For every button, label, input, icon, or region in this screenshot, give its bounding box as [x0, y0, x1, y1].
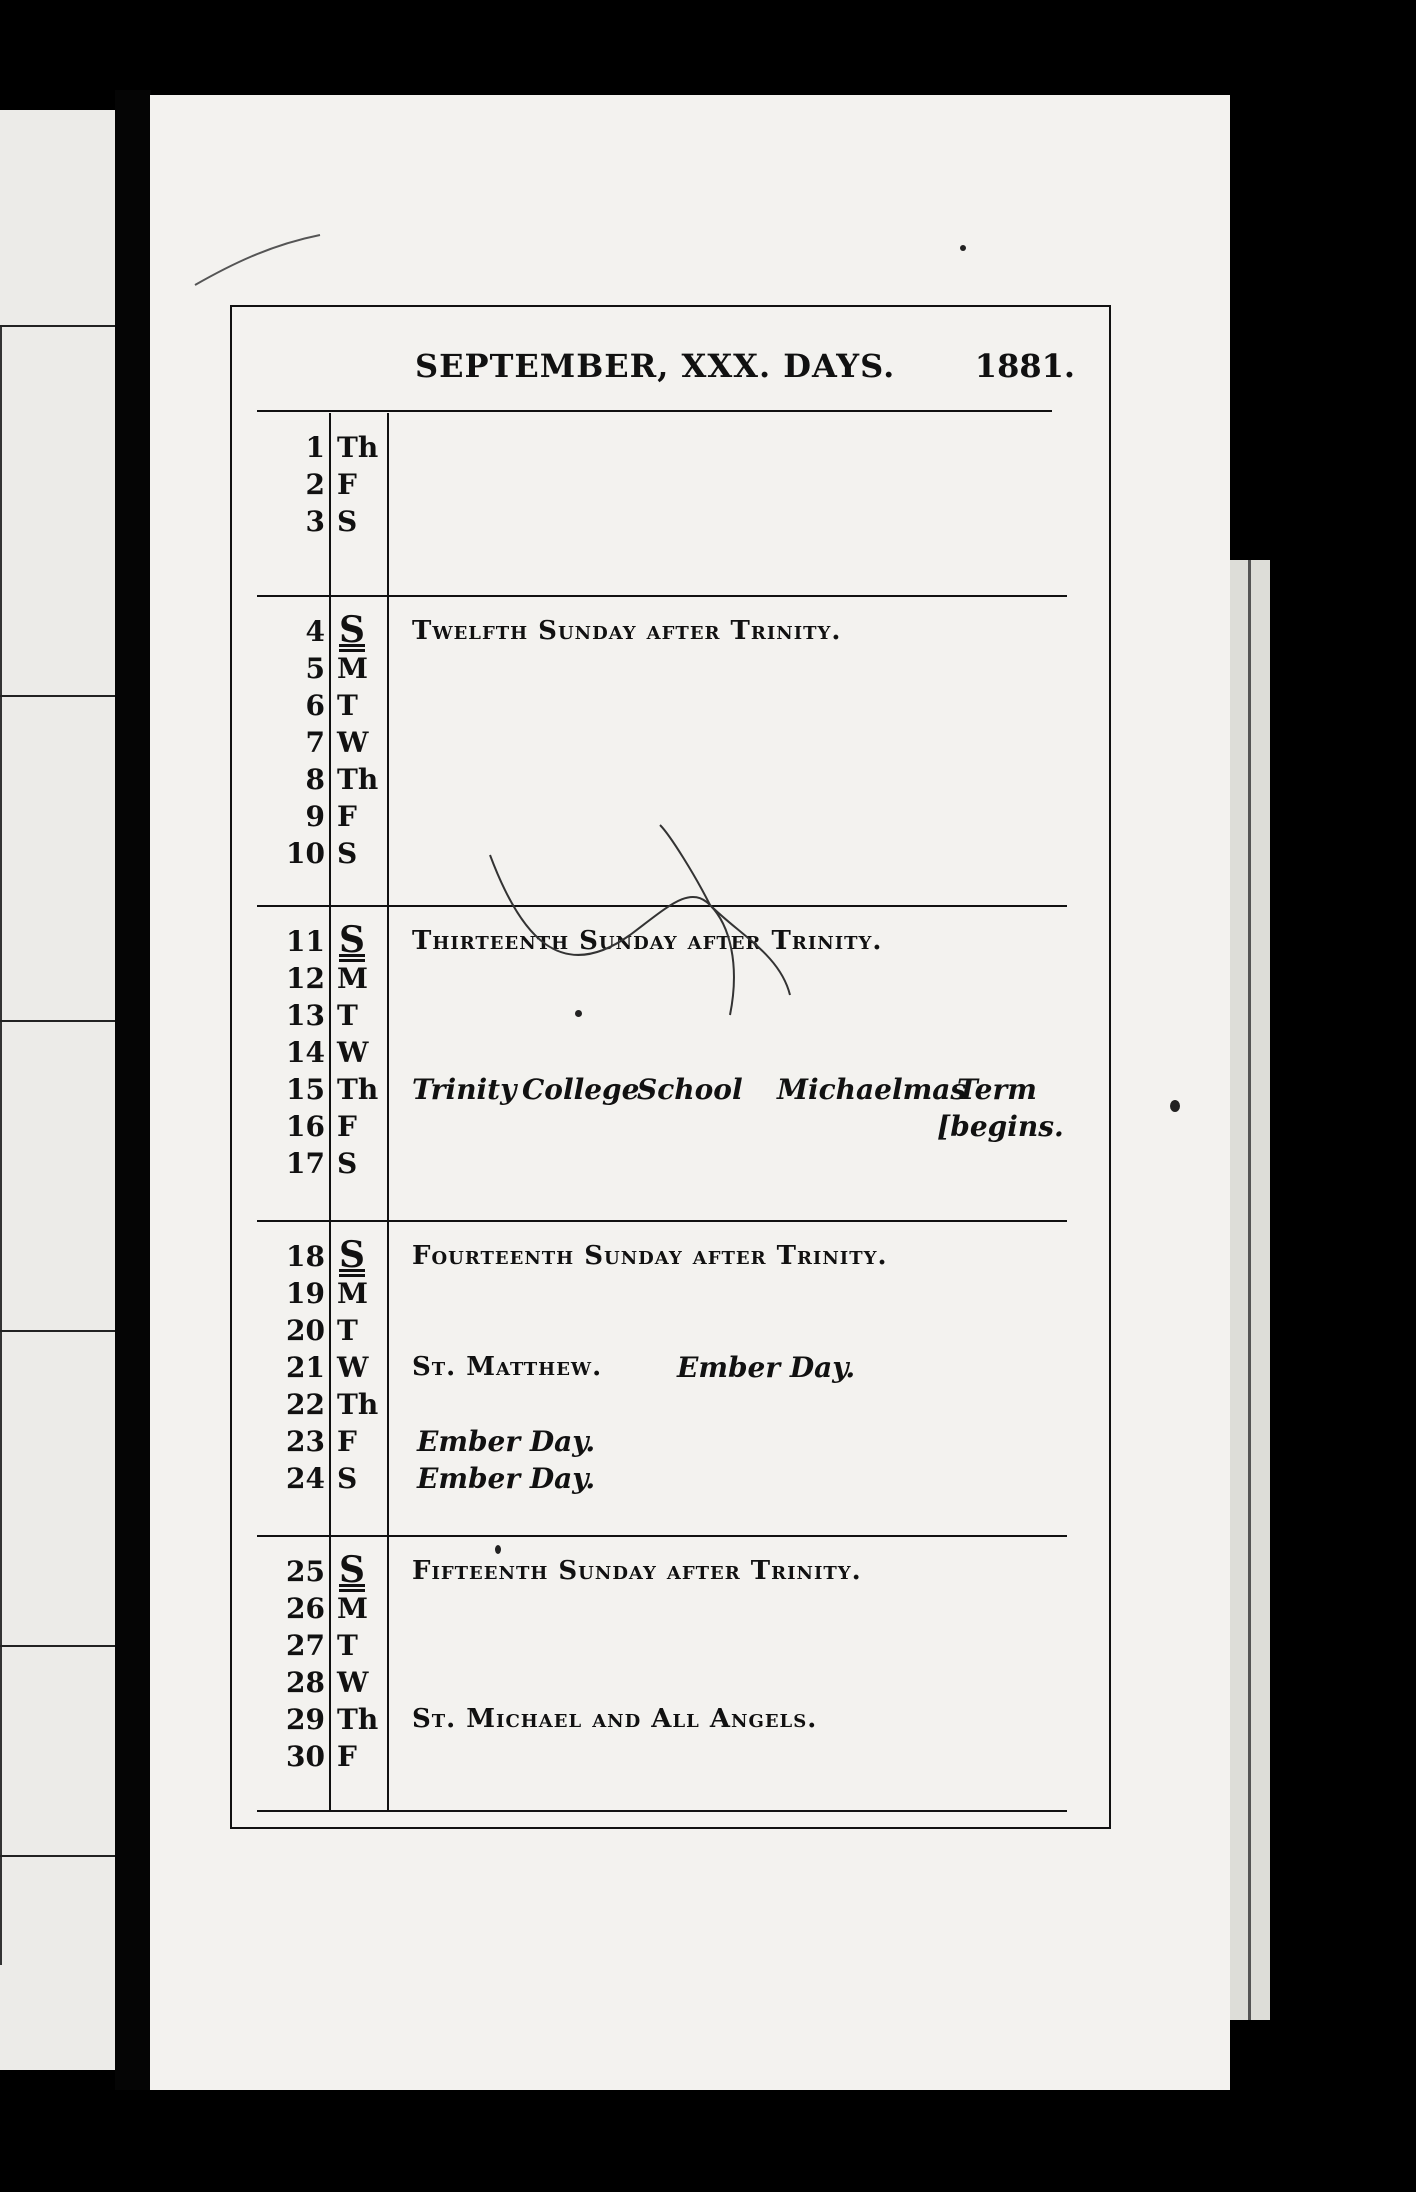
- previous-page-rule: [0, 1330, 115, 1332]
- feast-name: St. Michael and All Angels.: [412, 1704, 818, 1734]
- calendar-row: [257, 1423, 1067, 1460]
- year-label: 1881.: [974, 347, 1075, 385]
- previous-page-rule: [0, 1645, 115, 1647]
- day-of-week: T: [337, 999, 358, 1032]
- week-rule: [257, 1810, 1067, 1812]
- previous-page-rule: [0, 325, 115, 327]
- day-number: 22: [286, 1388, 325, 1421]
- day-of-week: F: [337, 1110, 357, 1143]
- observance-note: Ember Day.: [677, 1351, 856, 1384]
- calendar-row: [257, 1386, 1067, 1423]
- calendar-row: [257, 1108, 1067, 1145]
- day-of-week: F: [337, 800, 357, 833]
- week-block: [257, 1537, 1067, 1812]
- feast-name: Fifteenth Sunday after Trinity.: [412, 1556, 862, 1586]
- week-block: [257, 1222, 1067, 1537]
- calendar-header: [415, 347, 1075, 407]
- calendar-row: [257, 1460, 1067, 1497]
- calendar-row: [257, 687, 1067, 724]
- ink-speck: [575, 1010, 582, 1017]
- calendar-row: [257, 1312, 1067, 1349]
- month-title: SEPTEMBER, XXX. DAYS.: [415, 347, 896, 385]
- calendar-row: [257, 1071, 1067, 1108]
- calendar-row: [257, 466, 1067, 503]
- day-of-week: Th: [337, 431, 379, 464]
- day-of-week: Th: [337, 1388, 379, 1421]
- calendar-row: [257, 1627, 1067, 1664]
- day-number: 12: [286, 962, 325, 995]
- day-number: 29: [286, 1703, 325, 1736]
- day-of-week: F: [337, 1740, 357, 1773]
- day-number: 30: [286, 1740, 325, 1773]
- day-of-week: M: [337, 1277, 368, 1310]
- term-note-word: Trinity: [412, 1073, 517, 1106]
- day-of-week: F: [337, 1425, 357, 1458]
- calendar-row: [257, 724, 1067, 761]
- feast-name: St. Matthew.: [412, 1352, 603, 1382]
- day-number: 27: [286, 1629, 325, 1662]
- day-of-week: M: [337, 1592, 368, 1625]
- calendar-row: [257, 503, 1067, 540]
- day-of-week: W: [337, 726, 369, 759]
- day-number: 20: [286, 1314, 325, 1347]
- day-of-week: W: [337, 1036, 369, 1069]
- day-of-week: S: [339, 1549, 365, 1591]
- day-number: 10: [286, 837, 325, 870]
- page-stack-edge: [1230, 560, 1270, 2020]
- previous-page-rule: [0, 1855, 115, 1857]
- calendar-row: [257, 798, 1067, 835]
- week-block: [257, 413, 1067, 597]
- observance-note: Ember Day.: [417, 1462, 596, 1495]
- day-number: 3: [305, 505, 325, 538]
- day-number: 1: [305, 431, 325, 464]
- ink-speck: [960, 245, 966, 251]
- day-of-week: M: [337, 962, 368, 995]
- day-number: 26: [286, 1592, 325, 1625]
- calendar-row: [257, 1738, 1067, 1775]
- observance-note: Ember Day.: [417, 1425, 596, 1458]
- day-of-week: S: [337, 505, 358, 538]
- calendar-row: [257, 1034, 1067, 1071]
- day-number: 25: [286, 1555, 325, 1588]
- day-number: 24: [286, 1462, 325, 1495]
- feast-name: Thirteenth Sunday after Trinity.: [412, 926, 883, 956]
- term-note-word: Michaelmas: [777, 1073, 967, 1106]
- day-number: 19: [286, 1277, 325, 1310]
- calendar-row: [257, 1349, 1067, 1386]
- day-number: 23: [286, 1425, 325, 1458]
- calendar-row: [257, 835, 1067, 872]
- header-rule: [257, 410, 1052, 412]
- day-number: 17: [286, 1147, 325, 1180]
- day-of-week: W: [337, 1351, 369, 1384]
- day-of-week: T: [337, 1629, 358, 1662]
- calendar-row: [257, 1590, 1067, 1627]
- calendar-row: [257, 1145, 1067, 1182]
- calendar-row: [257, 609, 1067, 651]
- day-of-week: S: [337, 1147, 358, 1180]
- day-of-week: M: [337, 652, 368, 685]
- calendar-page: [150, 95, 1230, 2090]
- day-of-week: S: [339, 1234, 365, 1276]
- day-number: 8: [305, 763, 325, 796]
- term-note-word: Term: [957, 1073, 1037, 1106]
- day-of-week: F: [337, 468, 357, 501]
- previous-page-rule: [0, 695, 115, 697]
- day-number: 11: [286, 925, 325, 958]
- ink-speck: [1170, 1100, 1180, 1112]
- day-number: 9: [305, 800, 325, 833]
- calendar-row: [257, 1701, 1067, 1738]
- day-of-week: Th: [337, 763, 379, 796]
- day-of-week: S: [337, 1462, 358, 1495]
- day-of-week: S: [337, 837, 358, 870]
- day-number: 14: [286, 1036, 325, 1069]
- day-number: 21: [286, 1351, 325, 1384]
- calendar-frame: [230, 305, 1111, 1829]
- feast-name: Twelfth Sunday after Trinity.: [412, 616, 842, 646]
- day-number: 4: [305, 615, 325, 648]
- calendar-row: [257, 429, 1067, 466]
- day-of-week: Th: [337, 1703, 379, 1736]
- previous-page-rule: [0, 1020, 115, 1022]
- day-number: 13: [286, 999, 325, 1032]
- calendar-row: [257, 960, 1067, 997]
- previous-page-edge: [0, 325, 2, 1965]
- ink-scribble: [190, 225, 330, 295]
- day-number: 6: [305, 689, 325, 722]
- day-number: 28: [286, 1666, 325, 1699]
- term-note-word: College: [522, 1073, 640, 1106]
- calendar-row: [257, 1275, 1067, 1312]
- previous-page: [0, 110, 115, 2070]
- day-number: 15: [286, 1073, 325, 1106]
- day-number: 2: [305, 468, 325, 501]
- calendar-row: [257, 997, 1067, 1034]
- day-of-week: T: [337, 689, 358, 722]
- calendar-row: [257, 1234, 1067, 1276]
- day-of-week: S: [339, 609, 365, 651]
- day-of-week: S: [339, 919, 365, 961]
- week-block: [257, 907, 1067, 1222]
- day-of-week: Th: [337, 1073, 379, 1106]
- day-number: 5: [305, 652, 325, 685]
- feast-name: Fourteenth Sunday after Trinity.: [412, 1241, 888, 1271]
- calendar-row: [257, 761, 1067, 798]
- calendar-row: [257, 1549, 1067, 1591]
- ink-speck: [495, 1545, 501, 1554]
- term-note-word: School: [637, 1073, 743, 1106]
- day-of-week: T: [337, 1314, 358, 1347]
- day-number: 18: [286, 1240, 325, 1273]
- book-gutter: [115, 90, 151, 2090]
- term-note-continuation: [begins.: [937, 1110, 1064, 1143]
- week-block: [257, 597, 1067, 907]
- calendar-row: [257, 1664, 1067, 1701]
- day-of-week: W: [337, 1666, 369, 1699]
- calendar-row: [257, 919, 1067, 961]
- day-number: 16: [286, 1110, 325, 1143]
- day-number: 7: [305, 726, 325, 759]
- calendar-row: [257, 650, 1067, 687]
